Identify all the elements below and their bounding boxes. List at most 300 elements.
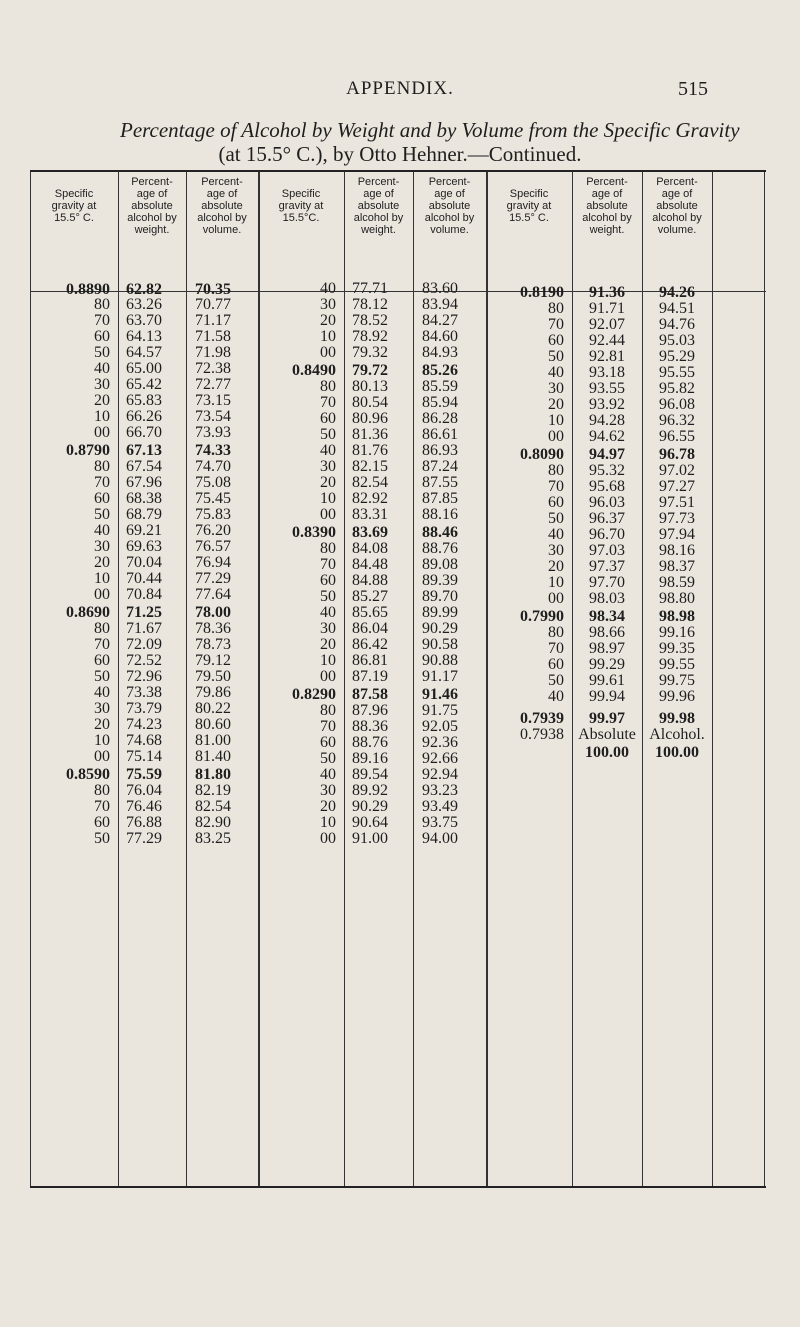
specific-gravity-cell: 0.7990 [520,608,564,625]
volume-percent-cell: 97.51 [659,494,695,511]
weight-percent-cell: 73.79 [126,700,162,717]
volume-percent-cell: 83.60 [422,280,458,297]
specific-gravity-cell: 60 [94,814,110,831]
column-header-line: alcohol by [652,212,702,224]
volume-percent-cell: 92.05 [422,718,458,735]
column-header-line: 15.5° C. [509,212,549,224]
specific-gravity-cell: 20 [320,798,336,815]
specific-gravity-cell: 80 [94,458,110,475]
column-header-line: absolute [428,200,471,212]
specific-gravity-cell: 60 [320,410,336,427]
volume-percent-cell: 86.28 [422,410,458,427]
weight-percent-cell: 96.37 [589,510,625,527]
volume-percent-cell: 70.35 [195,281,231,298]
volume-percent-cell: 99.35 [659,640,695,657]
volume-percent-cell: 93.75 [422,814,458,831]
column-header [30,188,118,224]
column-header-line: Specific [281,188,321,200]
volume-percent-cell: 76.20 [195,522,231,539]
volume-percent-cell: 84.27 [422,312,458,329]
specific-gravity-cell: 60 [94,652,110,669]
volume-percent-cell: 85.59 [422,378,458,395]
volume-percent-cell: 92.36 [422,734,458,751]
weight-percent-cell: 84.08 [352,540,388,557]
specific-gravity-cell: 10 [94,570,110,587]
weight-percent-cell: 70.84 [126,586,162,603]
specific-gravity-cell: 0.8590 [66,766,110,783]
specific-gravity-cell: 30 [94,700,110,717]
column-header [572,176,642,236]
volume-percent-cell: 88.76 [422,540,458,557]
weight-percent-cell: 64.13 [126,328,162,345]
specific-gravity-cell: 50 [320,750,336,767]
weight-percent-cell: 98.34 [589,608,625,625]
weight-percent-cell: 87.96 [352,702,388,719]
weight-percent-cell: 96.03 [589,494,625,511]
column-rule [118,172,119,1186]
column-header-line: gravity at [278,200,324,212]
specific-gravity-cell: 10 [94,732,110,749]
weight-percent-cell: 69.21 [126,522,162,539]
column-header [413,176,486,236]
specific-gravity-cell: 0.7938 [520,726,564,743]
volume-percent-cell: 83.25 [195,830,231,847]
volume-percent-cell: 88.46 [422,524,458,541]
volume-percent-cell: 81.00 [195,732,231,749]
volume-percent-cell: 77.64 [195,586,231,603]
column-header-line: alcohol by [353,212,404,224]
weight-percent-cell: 72.09 [126,636,162,653]
volume-percent-cell: 96.08 [659,396,695,413]
weight-percent-cell: 77.29 [126,830,162,847]
weight-percent-cell: 78.92 [352,328,388,345]
weight-percent-cell: 63.70 [126,312,162,329]
volume-percent-cell: 89.70 [422,588,458,605]
specific-gravity-cell: 0.8390 [292,524,336,541]
volume-percent-cell: 99.96 [659,688,695,705]
volume-percent-cell: 79.50 [195,668,231,685]
specific-gravity-cell: 00 [320,344,336,361]
column-header-line: age of [363,188,394,200]
page-header [0,78,800,108]
volume-percent-cell: 73.15 [195,392,231,409]
volume-percent-cell: 96.55 [659,428,695,445]
specific-gravity-cell: 0.8790 [66,442,110,459]
weight-percent-cell: 92.07 [589,316,625,333]
volume-percent-cell: 98.98 [659,608,695,625]
specific-gravity-cell: 80 [320,378,336,395]
volume-percent-cell: 97.73 [659,510,695,527]
column-header-line: alcohol by [582,212,632,224]
weight-percent-cell: 90.29 [352,798,388,815]
column-header-line: Percent- [131,176,173,188]
weight-percent-cell: 82.54 [352,474,388,491]
volume-percent-cell: 88.16 [422,506,458,523]
column-header-line: absolute [357,200,400,212]
specific-gravity-cell: 60 [94,328,110,345]
specific-gravity-cell: 10 [320,490,336,507]
specific-gravity-cell: 80 [94,296,110,313]
weight-percent-cell: 75.14 [126,748,162,765]
weight-percent-cell: 67.96 [126,474,162,491]
volume-percent-cell: 100.00 [655,744,699,761]
specific-gravity-cell: 20 [94,392,110,409]
volume-percent-cell: 89.39 [422,572,458,589]
weight-percent-cell: 89.54 [352,766,388,783]
specific-gravity-cell: 70 [94,474,110,491]
column-header-line: 15.5° C. [54,212,94,224]
weight-percent-cell: 70.44 [126,570,162,587]
volume-percent-cell: Alcohol. [649,726,705,743]
volume-percent-cell: 93.23 [422,782,458,799]
specific-gravity-cell: 50 [320,426,336,443]
specific-gravity-cell: 0.7939 [520,710,564,727]
volume-percent-cell: 89.08 [422,556,458,573]
volume-percent-cell: 83.94 [422,296,458,313]
weight-percent-cell: 97.37 [589,558,625,575]
weight-percent-cell: 91.00 [352,830,388,847]
specific-gravity-cell: 40 [320,766,336,783]
volume-percent-cell: 84.60 [422,328,458,345]
specific-gravity-cell: 00 [320,830,336,847]
specific-gravity-cell: 00 [548,428,564,445]
volume-percent-cell: 90.58 [422,636,458,653]
volume-percent-cell: 99.75 [659,672,695,689]
column-rule [186,172,187,1186]
weight-percent-cell: 82.92 [352,490,388,507]
volume-percent-cell: 84.93 [422,344,458,361]
specific-gravity-cell: 50 [548,672,564,689]
column-header-line: Specific [509,188,549,200]
specific-gravity-cell: 40 [94,360,110,377]
volume-percent-cell: 99.98 [659,710,695,727]
volume-percent-cell: 79.86 [195,684,231,701]
specific-gravity-cell: 00 [320,506,336,523]
specific-gravity-cell: 00 [320,668,336,685]
specific-gravity-cell: 30 [320,458,336,475]
volume-percent-cell: 98.16 [659,542,695,559]
column-header-line: weight. [134,224,170,236]
column-header [118,176,186,236]
volume-percent-cell: 91.75 [422,702,458,719]
column-header-line: alcohol by [424,212,475,224]
volume-percent-cell: 73.93 [195,424,231,441]
weight-percent-cell: 72.52 [126,652,162,669]
volume-percent-cell: 81.80 [195,766,231,783]
volume-percent-cell: 96.78 [659,446,695,463]
volume-percent-cell: 71.17 [195,312,231,329]
weight-percent-cell: 67.13 [126,442,162,459]
specific-gravity-cell: 10 [94,408,110,425]
weight-percent-cell: 66.70 [126,424,162,441]
column-header [186,176,258,236]
weight-percent-cell: 72.96 [126,668,162,685]
specific-gravity-cell: 50 [320,588,336,605]
weight-percent-cell: 83.69 [352,524,388,541]
volume-percent-cell: 80.22 [195,700,231,717]
specific-gravity-cell: 40 [548,526,564,543]
weight-percent-cell: 70.04 [126,554,162,571]
specific-gravity-cell: 40 [548,688,564,705]
specific-gravity-cell: 70 [320,394,336,411]
column-header-line: age of [136,188,168,200]
specific-gravity-cell: 70 [320,718,336,735]
weight-percent-cell: 65.42 [126,376,162,393]
weight-percent-cell: 97.70 [589,574,625,591]
weight-percent-cell: 86.04 [352,620,388,637]
weight-percent-cell: 98.03 [589,590,625,607]
weight-percent-cell: 82.15 [352,458,388,475]
specific-gravity-cell: 60 [94,490,110,507]
column-header-line: Specific [54,188,94,200]
weight-percent-cell: 91.36 [589,284,625,301]
volume-percent-cell: 94.51 [659,300,695,317]
volume-percent-cell: 96.32 [659,412,695,429]
weight-percent-cell: 76.46 [126,798,162,815]
volume-percent-cell: 90.29 [422,620,458,637]
column-header-line: weight. [361,224,396,236]
specific-gravity-cell: 20 [548,558,564,575]
column-header-line: volume. [202,224,242,236]
column-header-line: weight. [589,224,625,236]
column-header-line: age of [661,188,693,200]
column-rule [764,172,765,1186]
specific-gravity-cell: 30 [548,542,564,559]
column-header-line: volume. [657,224,697,236]
weight-percent-cell: 85.65 [352,604,388,621]
volume-percent-cell: 98.80 [659,590,695,607]
weight-percent-cell: 95.32 [589,462,625,479]
specific-gravity-cell: 50 [94,506,110,523]
specific-gravity-cell: 70 [548,316,564,333]
weight-percent-cell: 74.68 [126,732,162,749]
volume-percent-cell: 73.54 [195,408,231,425]
volume-percent-cell: 87.24 [422,458,458,475]
weight-percent-cell: 80.54 [352,394,388,411]
specific-gravity-cell: 0.8290 [292,686,336,703]
weight-percent-cell: 79.32 [352,344,388,361]
specific-gravity-cell: 80 [320,540,336,557]
specific-gravity-cell: 40 [320,442,336,459]
specific-gravity-cell: 10 [320,652,336,669]
weight-percent-cell: 100.00 [585,744,629,761]
specific-gravity-cell: 60 [320,572,336,589]
specific-gravity-cell: 30 [320,296,336,313]
volume-percent-cell: 97.27 [659,478,695,495]
volume-percent-cell: 94.00 [422,830,458,847]
weight-percent-cell: 99.29 [589,656,625,673]
specific-gravity-cell: 20 [94,554,110,571]
weight-percent-cell: 76.04 [126,782,162,799]
volume-percent-cell: 71.58 [195,328,231,345]
specific-gravity-cell: 0.8090 [520,446,564,463]
weight-percent-cell: 88.36 [352,718,388,735]
column-header-line: Percent- [586,176,628,188]
weight-percent-cell: 67.54 [126,458,162,475]
column-header [344,176,413,236]
volume-percent-cell: 95.82 [659,380,695,397]
specific-gravity-cell: 20 [320,312,336,329]
specific-gravity-cell: 00 [548,590,564,607]
column-header-line: age of [434,188,465,200]
volume-percent-cell: 99.55 [659,656,695,673]
alcohol-table [30,170,766,1188]
volume-percent-cell: 86.93 [422,442,458,459]
weight-percent-cell: 94.28 [589,412,625,429]
volume-percent-cell: 82.90 [195,814,231,831]
volume-percent-cell: 92.66 [422,750,458,767]
volume-percent-cell: 81.40 [195,748,231,765]
specific-gravity-cell: 50 [94,668,110,685]
specific-gravity-cell: 60 [548,656,564,673]
weight-percent-cell: 89.92 [352,782,388,799]
weight-percent-cell: 80.96 [352,410,388,427]
volume-percent-cell: 77.29 [195,570,231,587]
column-header-line: alcohol by [197,212,247,224]
specific-gravity-cell: 60 [548,494,564,511]
specific-gravity-cell: 10 [320,814,336,831]
volume-percent-cell: 97.94 [659,526,695,543]
column-header-line: 15.5°C. [282,212,320,224]
weight-percent-cell: 78.52 [352,312,388,329]
volume-percent-cell: 94.26 [659,284,695,301]
column-header-line: alcohol by [127,212,177,224]
weight-percent-cell: 86.81 [352,652,388,669]
specific-gravity-cell: 70 [548,640,564,657]
specific-gravity-cell: 50 [94,830,110,847]
volume-percent-cell: 82.19 [195,782,231,799]
volume-percent-cell: 74.70 [195,458,231,475]
weight-percent-cell: 78.12 [352,296,388,313]
weight-percent-cell: 62.82 [126,281,162,298]
weight-percent-cell: 74.23 [126,716,162,733]
weight-percent-cell: 88.76 [352,734,388,751]
volume-percent-cell: 92.94 [422,766,458,783]
volume-percent-cell: 97.02 [659,462,695,479]
weight-percent-cell: 71.25 [126,604,162,621]
specific-gravity-cell: 30 [320,782,336,799]
specific-gravity-cell: 70 [548,478,564,495]
weight-percent-cell: 93.55 [589,380,625,397]
column-header-line: gravity at [51,200,97,212]
volume-percent-cell: 71.98 [195,344,231,361]
weight-percent-cell: 92.44 [589,332,625,349]
specific-gravity-cell: 70 [94,312,110,329]
volume-percent-cell: 91.17 [422,668,458,685]
specific-gravity-cell: 40 [320,604,336,621]
column-header-line: Percent- [428,176,471,188]
column-header-line: absolute [586,200,628,212]
weight-percent-cell: Absolute [578,726,636,743]
specific-gravity-cell: 60 [548,332,564,349]
volume-percent-cell: 76.57 [195,538,231,555]
weight-percent-cell: 65.00 [126,360,162,377]
weight-percent-cell: 83.31 [352,506,388,523]
volume-percent-cell: 95.55 [659,364,695,381]
weight-percent-cell: 97.03 [589,542,625,559]
weight-percent-cell: 84.48 [352,556,388,573]
specific-gravity-cell: 0.8490 [292,362,336,379]
volume-percent-cell: 72.77 [195,376,231,393]
weight-percent-cell: 85.27 [352,588,388,605]
running-head: APPENDIX. [346,78,454,99]
weight-percent-cell: 76.88 [126,814,162,831]
specific-gravity-cell: 30 [320,620,336,637]
specific-gravity-cell: 40 [94,684,110,701]
column-header-line: absolute [131,200,173,212]
weight-percent-cell: 66.26 [126,408,162,425]
volume-percent-cell: 75.83 [195,506,231,523]
specific-gravity-cell: 20 [548,396,564,413]
column-header [642,176,712,236]
volume-percent-cell: 94.76 [659,316,695,333]
weight-percent-cell: 73.38 [126,684,162,701]
volume-percent-cell: 78.00 [195,604,231,621]
weight-percent-cell: 96.70 [589,526,625,543]
weight-percent-cell: 90.64 [352,814,388,831]
weight-percent-cell: 63.26 [126,296,162,313]
volume-percent-cell: 78.36 [195,620,231,637]
volume-percent-cell: 93.49 [422,798,458,815]
specific-gravity-cell: 50 [94,344,110,361]
specific-gravity-cell: 40 [94,522,110,539]
specific-gravity-cell: 80 [548,624,564,641]
volume-percent-cell: 80.60 [195,716,231,733]
column-header-line: Percent- [357,176,400,188]
volume-percent-cell: 74.33 [195,442,231,459]
column-rule [344,172,345,1186]
weight-percent-cell: 64.57 [126,344,162,361]
weight-percent-cell: 99.61 [589,672,625,689]
weight-percent-cell: 86.42 [352,636,388,653]
specific-gravity-cell: 00 [94,586,110,603]
column-header-line: Percent- [201,176,243,188]
volume-percent-cell: 85.94 [422,394,458,411]
volume-percent-cell: 85.26 [422,362,458,379]
specific-gravity-cell: 10 [548,574,564,591]
column-header-line: volume. [430,224,469,236]
weight-percent-cell: 84.88 [352,572,388,589]
column-header [258,188,344,224]
volume-percent-cell: 90.88 [422,652,458,669]
weight-percent-cell: 98.66 [589,624,625,641]
weight-percent-cell: 81.36 [352,426,388,443]
specific-gravity-cell: 70 [94,636,110,653]
weight-percent-cell: 68.38 [126,490,162,507]
specific-gravity-cell: 80 [320,702,336,719]
column-header-line: age of [591,188,623,200]
weight-percent-cell: 98.97 [589,640,625,657]
volume-percent-cell: 79.12 [195,652,231,669]
volume-percent-cell: 76.94 [195,554,231,571]
specific-gravity-cell: 80 [548,462,564,479]
volume-percent-cell: 98.59 [659,574,695,591]
weight-percent-cell: 79.72 [352,362,388,379]
volume-percent-cell: 87.85 [422,490,458,507]
column-header-line: age of [206,188,238,200]
column-header [486,188,572,224]
specific-gravity-cell: 10 [548,412,564,429]
specific-gravity-cell: 80 [94,620,110,637]
table-subtitle: (at 15.5° C.), by Otto Hehner.—Continued. [218,142,582,166]
specific-gravity-cell: 50 [548,348,564,365]
volume-percent-cell: 78.73 [195,636,231,653]
weight-percent-cell: 99.94 [589,688,625,705]
volume-percent-cell: 72.38 [195,360,231,377]
specific-gravity-cell: 10 [320,328,336,345]
specific-gravity-cell: 30 [94,376,110,393]
specific-gravity-cell: 80 [548,300,564,317]
